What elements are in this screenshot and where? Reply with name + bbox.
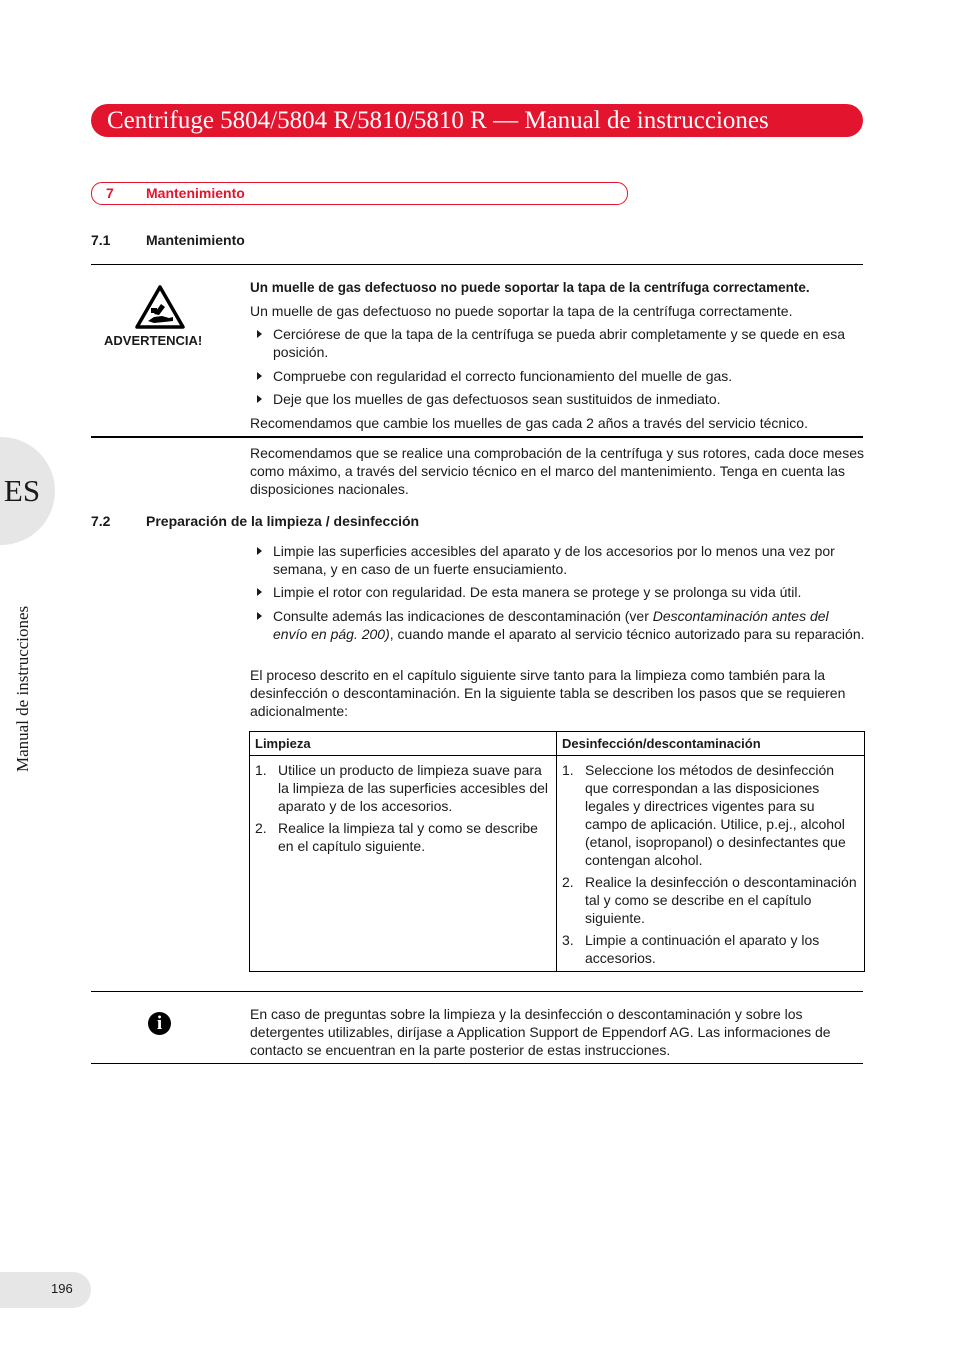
info-text: En caso de preguntas sobre la limpieza y la desinfección o descontaminación y sobre los detergentes utilizables, diríjase a Application Support de Eppendorf AG. Las informaciones de contacto se encuentran en la parte posterior de estas instrucciones. xyxy=(250,1006,831,1058)
chapter-title: Mantenimiento xyxy=(146,185,245,201)
bullet-text-after: , cuando mande el aparato al servicio técnico autorizado para su reparación. xyxy=(389,626,865,642)
list-item xyxy=(255,819,551,855)
warning-top-rule xyxy=(91,264,863,265)
info-top-rule xyxy=(91,991,863,992)
step-text: Realice la limpieza tal y como se describe en el capítulo siguiente. xyxy=(278,820,538,854)
bullet-text: Compruebe con regularidad el correcto funcionamiento del muelle de gas. xyxy=(273,368,733,384)
bullet-arrow-icon xyxy=(257,395,262,403)
hand-crush-warning-icon xyxy=(134,284,186,330)
warning-label: ADVERTENCIA! xyxy=(104,333,203,348)
cleaning-disinfection-table xyxy=(249,731,865,972)
info-bottom-rule xyxy=(91,1063,863,1064)
step-number: 1. xyxy=(562,762,574,778)
bullet-arrow-icon xyxy=(257,330,262,338)
bullet-text: Cerciórese de que la tapa de la centrífuga se pueda abrir completamente y se quede en esa posición. xyxy=(273,326,846,360)
bullet-text: Deje que los muelles de gas defectuosos sean sustituidos de inmediato. xyxy=(273,391,721,407)
bullet-text-before: Consulte además las indicaciones de descontaminación (ver xyxy=(273,608,653,624)
bullet-text: Limpie el rotor con regularidad. De esta manera se protege y se prolonga su vida útil. xyxy=(273,584,802,600)
page-number-tab xyxy=(0,1272,91,1308)
warning-bottom-rule xyxy=(91,436,863,438)
chapter-number: 7 xyxy=(106,185,114,201)
step-number: 3. xyxy=(562,932,574,948)
step-text: Realice la desinfección o descontaminación tal y como se describe en el capítulo siguiente. xyxy=(585,874,857,926)
warning-heading: Un muelle de gas defectuoso no puede soportar la tapa de la centrífuga correctamente. xyxy=(250,280,810,295)
chapter-heading xyxy=(91,182,628,205)
list-item xyxy=(562,761,859,869)
bullet-arrow-icon xyxy=(257,588,262,596)
document-title-banner: Centrifuge 5804/5804 R/5810/5810 R — Manual de instrucciones xyxy=(91,104,863,137)
table-intro-paragraph: El proceso descrito en el capítulo siguiente sirve tanto para la limpieza como también para la desinfección o descontaminación. En la siguiente tabla se describen los pasos que se requieren adicionalmente: xyxy=(250,667,846,719)
disinfection-steps-cell xyxy=(557,756,865,972)
bullet-arrow-icon xyxy=(257,612,262,620)
table-row xyxy=(250,756,865,972)
list-item xyxy=(562,931,859,967)
section-title: Mantenimiento xyxy=(146,232,245,248)
cleaning-steps-list xyxy=(255,761,551,855)
bullet-arrow-icon xyxy=(257,547,262,555)
step-text: Seleccione los métodos de desinfección que correspondan a las disposiciones legales y directrices vigentes para su campo de aplicación. Utilice, p.ej., alcohol (etanol, isopropanol) o desinfectantes que contengan alcohol. xyxy=(585,762,846,868)
bullet-text: Limpie las superficies accesibles del aparato y de los accesorios por lo menos una vez por semana, y en caso de un fuerte ensuciamiento. xyxy=(273,543,835,577)
side-vertical-label: Manual de instrucciones xyxy=(13,605,32,772)
table-header-row xyxy=(250,732,865,756)
cleaning-steps-cell xyxy=(250,756,557,972)
table-header-cell: Limpieza xyxy=(250,732,557,756)
language-tab xyxy=(0,437,55,545)
bullet-text xyxy=(273,607,865,643)
language-tab-label: ES xyxy=(3,473,41,508)
section-title: Preparación de la limpieza / desinfección xyxy=(146,513,420,529)
list-item xyxy=(562,873,859,927)
cross-reference-link[interactable]: Descontaminación antes del envío en pág. 200) xyxy=(273,608,829,642)
step-text: Utilice un producto de limpieza suave para la limpieza de las superficies accesibles del aparato y de los accesorios. xyxy=(278,762,549,814)
step-number: 1. xyxy=(255,762,267,778)
step-number: 2. xyxy=(562,874,574,890)
step-text: Limpie a continuación el aparato y los accesorios. xyxy=(585,932,820,966)
disinfection-steps-list xyxy=(562,761,859,967)
bullet-arrow-icon xyxy=(257,372,262,380)
info-icon: i xyxy=(148,1012,171,1035)
page-number: 196 xyxy=(51,1281,73,1296)
step-number: 2. xyxy=(255,820,267,836)
list-item xyxy=(255,761,551,815)
table-header-cell: Desinfección/descontaminación xyxy=(557,732,865,756)
warning-text: Un muelle de gas defectuoso no puede soportar la tapa de la centrífuga correctamente. xyxy=(250,303,793,319)
section-number: 7.1 xyxy=(91,232,111,248)
warning-recommendation: Recomendamos que cambie los muelles de gas cada 2 años a través del servicio técnico. xyxy=(250,415,808,431)
section-number: 7.2 xyxy=(91,513,111,529)
maintenance-paragraph: Recomendamos que se realice una comprobación de la centrífuga y sus rotores, cada doce meses como máximo, a través del servicio técnico en el marco del mantenimiento. Tenga en cuenta las disposiciones nacionales. xyxy=(250,445,865,497)
